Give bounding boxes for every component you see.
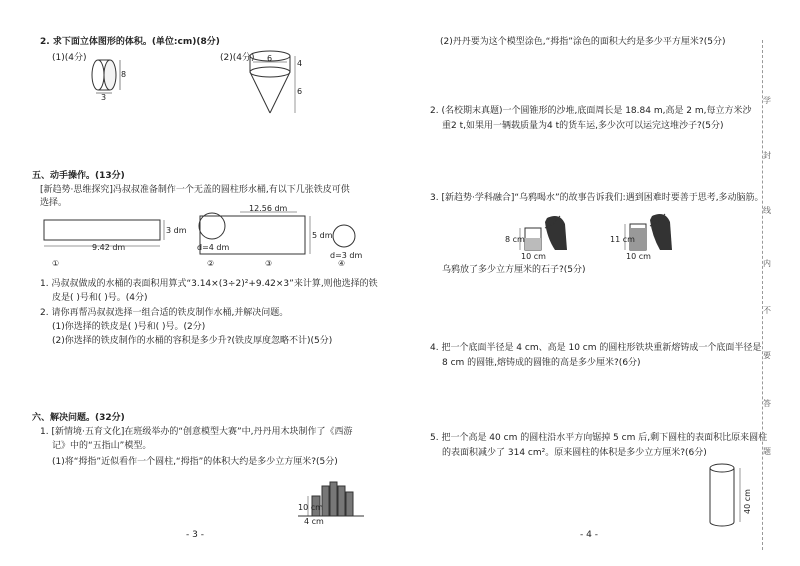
circle2-diameter: d=4 dm bbox=[197, 243, 230, 252]
circle4-figure bbox=[330, 224, 370, 264]
r-q4-line-2: 8 cm 的圆锥,熔铸成的圆锥的高是多少厘米?(6分) bbox=[442, 358, 641, 368]
cyl-height: 40 cm bbox=[743, 489, 752, 514]
p2-sub-1: (1)你选择的铁皮是( )号和( )号。(2分) bbox=[52, 322, 206, 332]
sheet1-height: 3 dm bbox=[166, 226, 187, 235]
margin-char-7: 答 bbox=[763, 399, 771, 408]
page-number-4: - 4 - bbox=[580, 530, 598, 540]
sheet3-figure bbox=[200, 216, 333, 256]
r-q5-line-1: 5. 把一个高是 40 cm 的圆柱沿水平方向锯掉 5 cm 后,剩下圆柱的表面积比原来圆柱 bbox=[430, 433, 768, 443]
sec6-title: 六、解决问题。(32分) bbox=[32, 413, 125, 423]
sec5-title: 五、动手操作。(13分) bbox=[32, 171, 125, 181]
num-1: ① bbox=[52, 259, 60, 268]
jar2-height: 11 cm bbox=[610, 235, 635, 244]
fig2-height2: 6 bbox=[297, 87, 303, 96]
q6-1-sub-1: (1)将“拇指”近似看作一个圆柱,“拇指”的体积大约是多少立方厘米?(5分) bbox=[52, 457, 338, 467]
r-q2-line-2: 重2 t,如果用一辆载质量为4 t的货车运,多少次可以运完这堆沙子?(5分) bbox=[442, 121, 724, 131]
sheet3-height: 5 dm bbox=[312, 231, 333, 240]
num-2: ② bbox=[207, 259, 215, 268]
num-4: ④ bbox=[338, 259, 346, 268]
jar1-height: 8 cm bbox=[505, 235, 525, 244]
margin-char-4: 内 bbox=[763, 259, 771, 268]
fig1-label: (1)(4分) bbox=[52, 53, 87, 63]
circle4-diameter: d=3 dm bbox=[330, 251, 363, 260]
hand-height: 10 cm bbox=[298, 503, 323, 512]
sheet1-width: 9.42 dm bbox=[92, 243, 126, 252]
cylinder-cone-figure bbox=[245, 48, 305, 118]
q6-1-line-1: 1. [新情境·五育文化]在班级举办的“创意模型大赛”中,丹丹用木块制作了《西游 bbox=[40, 427, 353, 437]
q2-title: 2. 求下面立体图形的体积。(单位:cm)(8分) bbox=[40, 37, 220, 47]
r-q3-line-1: 3. [新趋势·学科融合]“乌鸦喝水”的故事告诉我们:遇到困难时要善于思考,多动脑筋。 bbox=[430, 193, 764, 203]
fig1-height: 8 bbox=[121, 70, 127, 79]
r-q2-line-1: 2. (名校期末真题)一个圆锥形的沙堆,底面周长是 18.84 m,高是 2 m,每立方米沙 bbox=[430, 106, 752, 116]
sheet3-width: 12.56 dm bbox=[249, 204, 288, 213]
margin-char-1: 学 bbox=[763, 96, 771, 105]
margin-char-5: 不 bbox=[763, 306, 771, 315]
hand-width: 4 cm bbox=[304, 517, 324, 526]
jar2-width: 10 cm bbox=[626, 252, 651, 261]
p1-line-2: 皮是( )号和( )号。(4分) bbox=[52, 293, 148, 303]
cylinder-40cm-figure bbox=[706, 462, 756, 532]
margin-char-2: 封 bbox=[763, 151, 771, 160]
margin-char-3: 线 bbox=[763, 206, 771, 215]
jar1-width: 10 cm bbox=[521, 252, 546, 261]
cylinder-figure bbox=[90, 50, 130, 100]
p2-sub-2: (2)你选择的铁皮制作的水桶的容积是多少升?(铁皮厚度忽略不计)(5分) bbox=[52, 336, 333, 346]
seal-line bbox=[762, 40, 763, 550]
fig2-height1: 4 bbox=[297, 59, 303, 68]
margin-char-8: 题 bbox=[763, 447, 771, 456]
r-q5-line-2: 的表面积减少了 314 cm²。原来圆柱的体积是多少立方厘米?(6分) bbox=[442, 448, 707, 458]
p1-line-1: 1. 冯叔叔做成的水桶的表面积用算式“3.14×(3÷2)²+9.42×3”来计算,则他选择的铁 bbox=[40, 279, 378, 289]
sec5-intro-2: 选择。 bbox=[40, 198, 68, 208]
sec5-intro-1: [新趋势·思维探究]冯叔叔准备制作一个无盖的圆柱形水桶,有以下几张铁皮可供 bbox=[40, 185, 350, 195]
five-finger-mountain-figure bbox=[298, 476, 368, 524]
crow-jar-figure-1 bbox=[505, 208, 580, 260]
crow-jar-figure-2 bbox=[610, 206, 685, 260]
margin-char-6: 要 bbox=[763, 351, 771, 360]
p2-line-1: 2. 请你再帮冯叔叔选择一组合适的铁皮制作水桶,并解决问题。 bbox=[40, 308, 289, 318]
r-q4-line-1: 4. 把一个底面半径是 4 cm、高是 10 cm 的圆柱形铁块重新熔铸成一个底面半径是 bbox=[430, 343, 762, 353]
page-number-3: - 3 - bbox=[186, 530, 204, 540]
fig2-diameter: 6 bbox=[267, 54, 273, 63]
q6-1-sub-2: (2)丹丹要为这个模型涂色,“拇指”涂色的面积大约是多少平方厘米?(5分) bbox=[440, 37, 726, 47]
num-3: ③ bbox=[265, 259, 273, 268]
q6-1-line-2: 记》中的“五指山”模型。 bbox=[52, 441, 152, 451]
fig2-label: (2)(4分) bbox=[220, 53, 255, 63]
fig1-width: 3 bbox=[101, 93, 107, 102]
r-q3-question: 乌鸦放了多少立方厘米的石子?(5分) bbox=[442, 265, 586, 275]
